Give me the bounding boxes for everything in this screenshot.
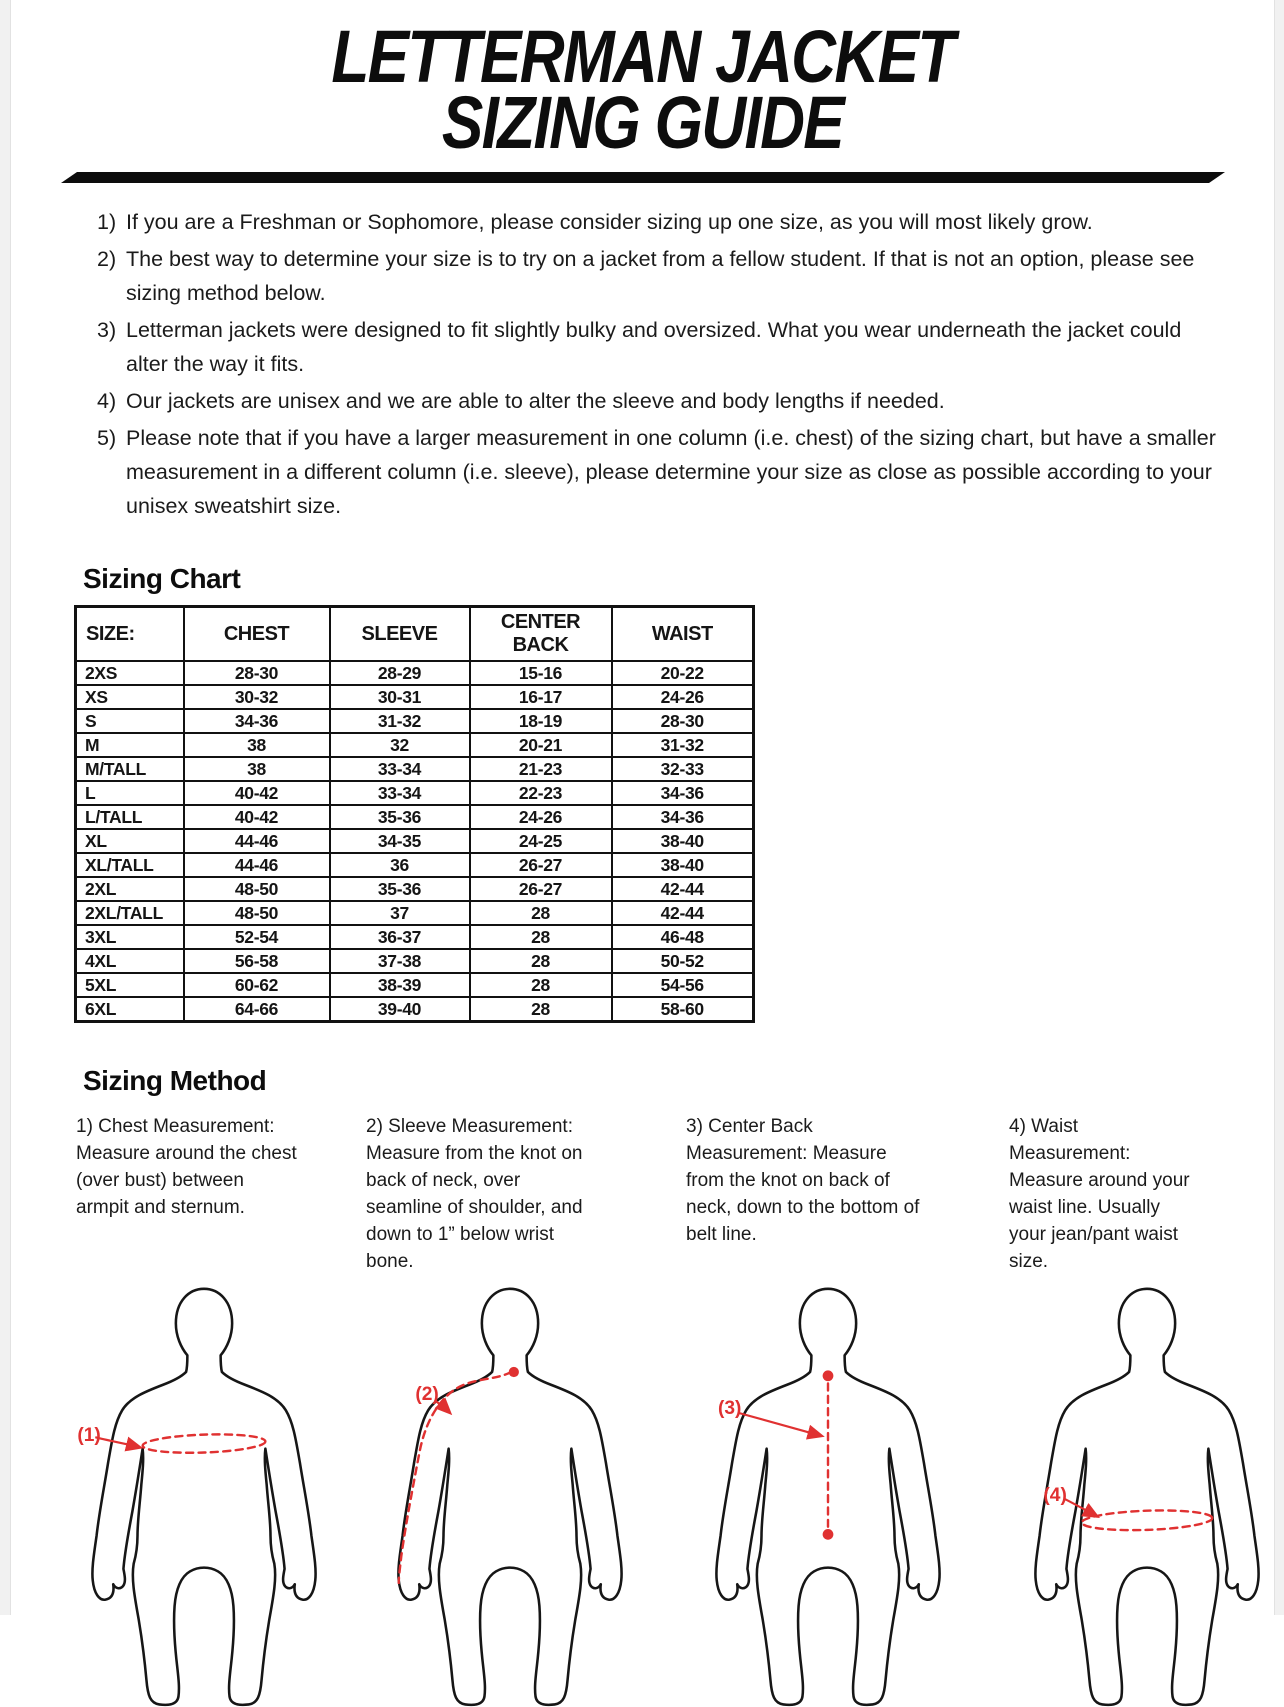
measurement-cell: 31-32 <box>612 733 754 757</box>
body-outline <box>398 1289 621 1705</box>
body-silhouette-front <box>76 1285 332 1707</box>
table-row <box>76 685 754 709</box>
measurement-cell: 58-60 <box>612 997 754 1022</box>
measurement-cell: 48-50 <box>184 877 330 901</box>
body-silhouette-back <box>700 1285 956 1707</box>
measurement-cell: 28 <box>470 925 612 949</box>
note-number: 5) <box>97 426 117 450</box>
table-row <box>76 709 754 733</box>
note-item <box>97 205 1216 239</box>
table-row <box>76 781 754 805</box>
measurement-cell: 37 <box>330 901 470 925</box>
measurement-cell: 36-37 <box>330 925 470 949</box>
method-text-waist: 4) Waist Measurement: Measure around your waist line. Usually your jean/pant waist size. <box>1009 1116 1190 1272</box>
size-cell: 3XL <box>76 925 184 949</box>
measurement-cell: 48-50 <box>184 901 330 925</box>
measurement-cell: 34-36 <box>184 709 330 733</box>
table-row <box>76 853 754 877</box>
table-row <box>76 949 754 973</box>
body-outline <box>1035 1289 1258 1705</box>
measurement-cell: 34-35 <box>330 829 470 853</box>
size-cell: 2XL <box>76 877 184 901</box>
sizing-method-descriptions <box>76 1113 1274 1275</box>
table-header-row <box>76 607 754 662</box>
note-item <box>97 313 1216 381</box>
method-text-sleeve: 2) Sleeve Measurement: Measure from the knot on back of neck, over seamline of shoulder, and down to 1” below wrist bone. <box>366 1116 583 1272</box>
measurement-cell: 52-54 <box>184 925 330 949</box>
measurement-cell: 50-52 <box>612 949 754 973</box>
table-row <box>76 805 754 829</box>
note-text: If you are a Freshman or Sophomore, please consider sizing up one size, as you will most likely grow. <box>126 210 1093 234</box>
measurement-cell: 44-46 <box>184 853 330 877</box>
measurement-cell: 54-56 <box>612 973 754 997</box>
neck-knot-dot <box>823 1370 834 1381</box>
sizing-guide-page <box>11 0 1274 1615</box>
table-row <box>76 877 754 901</box>
note-number: 1) <box>97 210 117 234</box>
size-cell: XL/TALL <box>76 853 184 877</box>
note-number: 3) <box>97 318 117 342</box>
size-cell: S <box>76 709 184 733</box>
measurement-cell: 20-22 <box>612 661 754 685</box>
measurement-cell: 40-42 <box>184 781 330 805</box>
note-text: Our jackets are unisex and we are able to alter the sleeve and body lengths if needed. <box>126 389 945 413</box>
measurement-cell: 35-36 <box>330 877 470 901</box>
measurement-cell: 30-31 <box>330 685 470 709</box>
size-cell: M/TALL <box>76 757 184 781</box>
size-cell: 5XL <box>76 973 184 997</box>
measurement-cell: 60-62 <box>184 973 330 997</box>
table-row <box>76 757 754 781</box>
figure-label-4: (4) <box>1043 1485 1067 1507</box>
measurement-cell: 26-27 <box>470 853 612 877</box>
measurement-cell: 42-44 <box>612 877 754 901</box>
note-item <box>97 384 1216 418</box>
measurement-cell: 21-23 <box>470 757 612 781</box>
measurement-cell: 20-21 <box>470 733 612 757</box>
figure-label-1: (1) <box>77 1425 101 1447</box>
table-row <box>76 661 754 685</box>
table-row <box>76 973 754 997</box>
measurement-cell: 28-30 <box>612 709 754 733</box>
table-row <box>76 733 754 757</box>
figure-center-back-measurement <box>686 1285 1009 1707</box>
body-outline <box>92 1289 315 1705</box>
measurement-cell: 64-66 <box>184 997 330 1022</box>
neck-knot-dot <box>509 1367 519 1377</box>
sizing-table <box>74 605 755 1023</box>
measurement-cell: 33-34 <box>330 781 470 805</box>
measurement-cell: 28 <box>470 901 612 925</box>
measurement-cell: 39-40 <box>330 997 470 1022</box>
measurement-cell: 30-32 <box>184 685 330 709</box>
measurement-cell: 32-33 <box>612 757 754 781</box>
title-line-2: SIZING GUIDE <box>441 81 844 164</box>
viewer-left-gutter <box>0 0 11 1615</box>
sizing-method-heading: Sizing Method <box>83 1065 267 1096</box>
measurement-cell: 24-26 <box>470 805 612 829</box>
size-cell: XL <box>76 829 184 853</box>
measurement-cell: 37-38 <box>330 949 470 973</box>
measurement-cell: 28 <box>470 997 612 1022</box>
table-row <box>76 925 754 949</box>
measurement-cell: 38-39 <box>330 973 470 997</box>
measurement-cell: 16-17 <box>470 685 612 709</box>
measurement-cell: 24-25 <box>470 829 612 853</box>
measurement-cell: 56-58 <box>184 949 330 973</box>
viewer-right-gutter <box>1274 0 1284 1615</box>
note-item <box>97 242 1216 310</box>
page-title <box>11 0 1274 164</box>
notes-list <box>97 205 1216 523</box>
body-silhouette-back <box>1019 1285 1275 1707</box>
belt-line-dot <box>823 1529 834 1540</box>
size-cell: M <box>76 733 184 757</box>
measurement-cell: 36 <box>330 853 470 877</box>
measurement-cell: 42-44 <box>612 901 754 925</box>
measurement-cell: 31-32 <box>330 709 470 733</box>
measurement-cell: 35-36 <box>330 805 470 829</box>
table-row <box>76 901 754 925</box>
column-header: CHEST <box>184 607 330 662</box>
measurement-figures <box>76 1285 1274 1707</box>
size-cell: 2XL/TALL <box>76 901 184 925</box>
measurement-cell: 40-42 <box>184 805 330 829</box>
measurement-cell: 33-34 <box>330 757 470 781</box>
note-text: Please note that if you have a larger measurement in one column (i.e. chest) of the sizing chart, but have a smaller measurement in a different column (i.e. sleeve), please determine your size as close as possible according to your unisex sweatshirt size. <box>126 426 1216 518</box>
measurement-cell: 38 <box>184 757 330 781</box>
figure-label-3: (3) <box>718 1398 742 1420</box>
measurement-cell: 38 <box>184 733 330 757</box>
measurement-cell: 28-30 <box>184 661 330 685</box>
measurement-cell: 34-36 <box>612 805 754 829</box>
measurement-cell: 28 <box>470 949 612 973</box>
figure-label-2: (2) <box>415 1384 439 1406</box>
column-header: SLEEVE <box>330 607 470 662</box>
table-row <box>76 829 754 853</box>
measurement-cell: 34-36 <box>612 781 754 805</box>
measurement-cell: 15-16 <box>470 661 612 685</box>
method-text-center-back: 3) Center Back Measurement: Measure from the knot on back of neck, down to the bottom of belt line. <box>686 1116 920 1245</box>
size-cell: 2XS <box>76 661 184 685</box>
measurement-cell: 18-19 <box>470 709 612 733</box>
size-cell: 4XL <box>76 949 184 973</box>
measurement-cell: 44-46 <box>184 829 330 853</box>
method-text-chest: 1) Chest Measurement: Measure around the chest (over bust) between armpit and sternum. <box>76 1116 297 1218</box>
measurement-cell: 22-23 <box>470 781 612 805</box>
note-item <box>97 421 1216 523</box>
table-row <box>76 997 754 1022</box>
size-cell: L <box>76 781 184 805</box>
size-cell: L/TALL <box>76 805 184 829</box>
size-cell: XS <box>76 685 184 709</box>
note-number: 2) <box>97 247 117 271</box>
measurement-cell: 24-26 <box>612 685 754 709</box>
body-silhouette-front <box>382 1285 638 1707</box>
note-text: The best way to determine your size is to try on a jacket from a fellow student. If that is not an option, please see sizing method below. <box>126 247 1195 305</box>
size-cell: 6XL <box>76 997 184 1022</box>
sizing-chart-heading: Sizing Chart <box>83 563 241 594</box>
figure-chest-measurement <box>76 1285 366 1707</box>
measurement-cell: 38-40 <box>612 853 754 877</box>
note-number: 4) <box>97 389 117 413</box>
column-header: CENTER BACK <box>470 607 612 662</box>
measurement-cell: 38-40 <box>612 829 754 853</box>
figure-sleeve-measurement <box>366 1285 686 1707</box>
title-line-1: LETTERMAN JACKET <box>331 15 954 98</box>
column-header: WAIST <box>612 607 754 662</box>
measurement-cell: 32 <box>330 733 470 757</box>
measurement-cell: 28 <box>470 973 612 997</box>
figure-waist-measurement <box>1009 1285 1236 1707</box>
title-divider-bar <box>61 172 1225 183</box>
measurement-cell: 46-48 <box>612 925 754 949</box>
note-text: Letterman jackets were designed to fit slightly bulky and oversized. What you wear underneath the jacket could alter the way it fits. <box>126 318 1182 376</box>
column-header: SIZE: <box>76 607 184 662</box>
measurement-cell: 26-27 <box>470 877 612 901</box>
measurement-cell: 28-29 <box>330 661 470 685</box>
